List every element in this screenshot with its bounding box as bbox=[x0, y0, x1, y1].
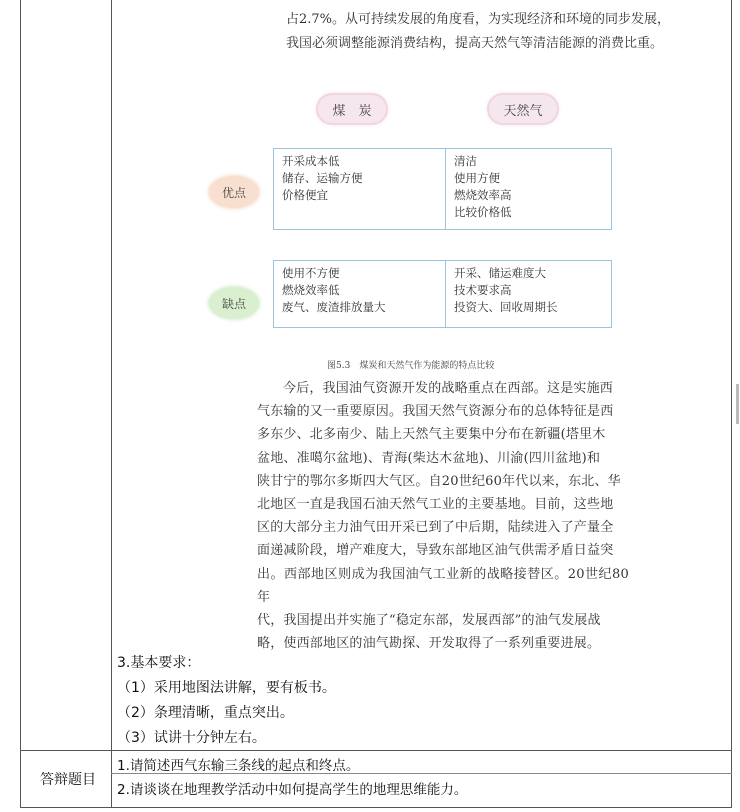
paragraph-line: 多东少、北多南少、陆上天然气主要集中分布在新疆(塔里木 bbox=[257, 427, 606, 443]
textbook-intro: 占2.7%。从可持续发展的角度看，为实现经济和环境的同步发展，我国必须调整能源消费结构，提高天然气等清洁能源的消费比重。 bbox=[286, 12, 671, 51]
list-item: 废气、废渣排放量大 bbox=[282, 300, 386, 314]
paragraph-line: 区的大部分主力油气田开采已到了中后期，陆续进入了产量全 bbox=[257, 520, 614, 536]
list-item: 开采、储运难度大 bbox=[454, 266, 546, 280]
paragraph-line: 面递减阶段，增产难度大，导致东部地区油气供需矛盾日益突 bbox=[257, 543, 614, 559]
list-item: 清洁 bbox=[454, 154, 477, 168]
gas-label: 天然气 bbox=[489, 95, 557, 123]
list-item: 技术要求高 bbox=[454, 283, 512, 297]
list-item: 储存、运输方便 bbox=[282, 171, 363, 185]
paragraph-line: 北地区一直是我国石油天然气工业的主要基地。目前，这些地 bbox=[257, 497, 614, 513]
figure-caption: 图5.3 煤炭和天然气作为能源的特点比较 bbox=[327, 361, 495, 371]
gas-advantages-box bbox=[445, 148, 612, 230]
list-item: 使用不方便 bbox=[282, 266, 340, 280]
requirement-item: （2）条理清晰，重点突出。 bbox=[117, 705, 294, 721]
requirement-item: （1）采用地图法讲解，要有板书。 bbox=[117, 680, 336, 696]
requirements-heading: 3.基本要求： bbox=[117, 655, 201, 671]
paragraph-line: 今后，我国油气资源开发的战略重点在西部。这是实施西 bbox=[283, 381, 614, 396]
advantages-label: 优点 bbox=[209, 176, 259, 208]
defense-label: 答辩题目 bbox=[40, 772, 96, 788]
coal-label: 煤 炭 bbox=[318, 95, 386, 123]
textbook-paragraph bbox=[257, 377, 629, 655]
paragraph-line: 代，我国提出并实施了“稳定东部，发展西部”的油气发展战 bbox=[257, 613, 601, 629]
list-item: 使用方便 bbox=[454, 171, 500, 185]
gas-disadvantages-box bbox=[445, 260, 612, 328]
defense-question: 2.请谈谈在地理教学活动中如何提高学生的地理思维能力。 bbox=[117, 782, 468, 798]
table-right-border bbox=[731, 0, 732, 808]
list-item: 价格便宜 bbox=[282, 188, 328, 202]
list-item: 开采成本低 bbox=[282, 154, 340, 168]
disadvantages-label: 缺点 bbox=[209, 287, 259, 319]
paragraph-line: 盆地、准噶尔盆地)、青海(柴达木盆地)、川渝(四川盆地)和 bbox=[257, 450, 601, 466]
list-item: 燃烧效率高 bbox=[454, 188, 512, 202]
paragraph-line: 略，使西部地区的油气勘探、开发取得了一系列重要进展。 bbox=[257, 636, 601, 652]
coal-disadvantages-box bbox=[273, 260, 445, 328]
table-row-divider bbox=[20, 750, 732, 751]
list-item: 燃烧效率低 bbox=[282, 283, 340, 297]
paragraph-line: 气东输的又一重要原因。我国天然气资源分布的总体特征是西 bbox=[257, 404, 614, 420]
table-bottom-border bbox=[20, 807, 732, 808]
table-column-divider bbox=[111, 0, 112, 808]
scroll-mark bbox=[736, 384, 739, 424]
list-item: 投资大、回收周期长 bbox=[454, 300, 558, 314]
coal-advantages-box bbox=[273, 148, 445, 230]
defense-question: 1.请简述西气东输三条线的起点和终点。 bbox=[117, 758, 360, 774]
paragraph-line: 出。西部地区则成为我国油气工业新的战略接替区。20世纪80年 bbox=[257, 566, 629, 605]
list-item: 比较价格低 bbox=[454, 205, 512, 219]
table-left-border bbox=[20, 0, 21, 808]
requirement-item: （3）试讲十分钟左右。 bbox=[117, 730, 266, 746]
paragraph-line: 陕甘宁的鄂尔多斯四大气区。自20世纪60年代以来，东北、华 bbox=[257, 473, 621, 489]
